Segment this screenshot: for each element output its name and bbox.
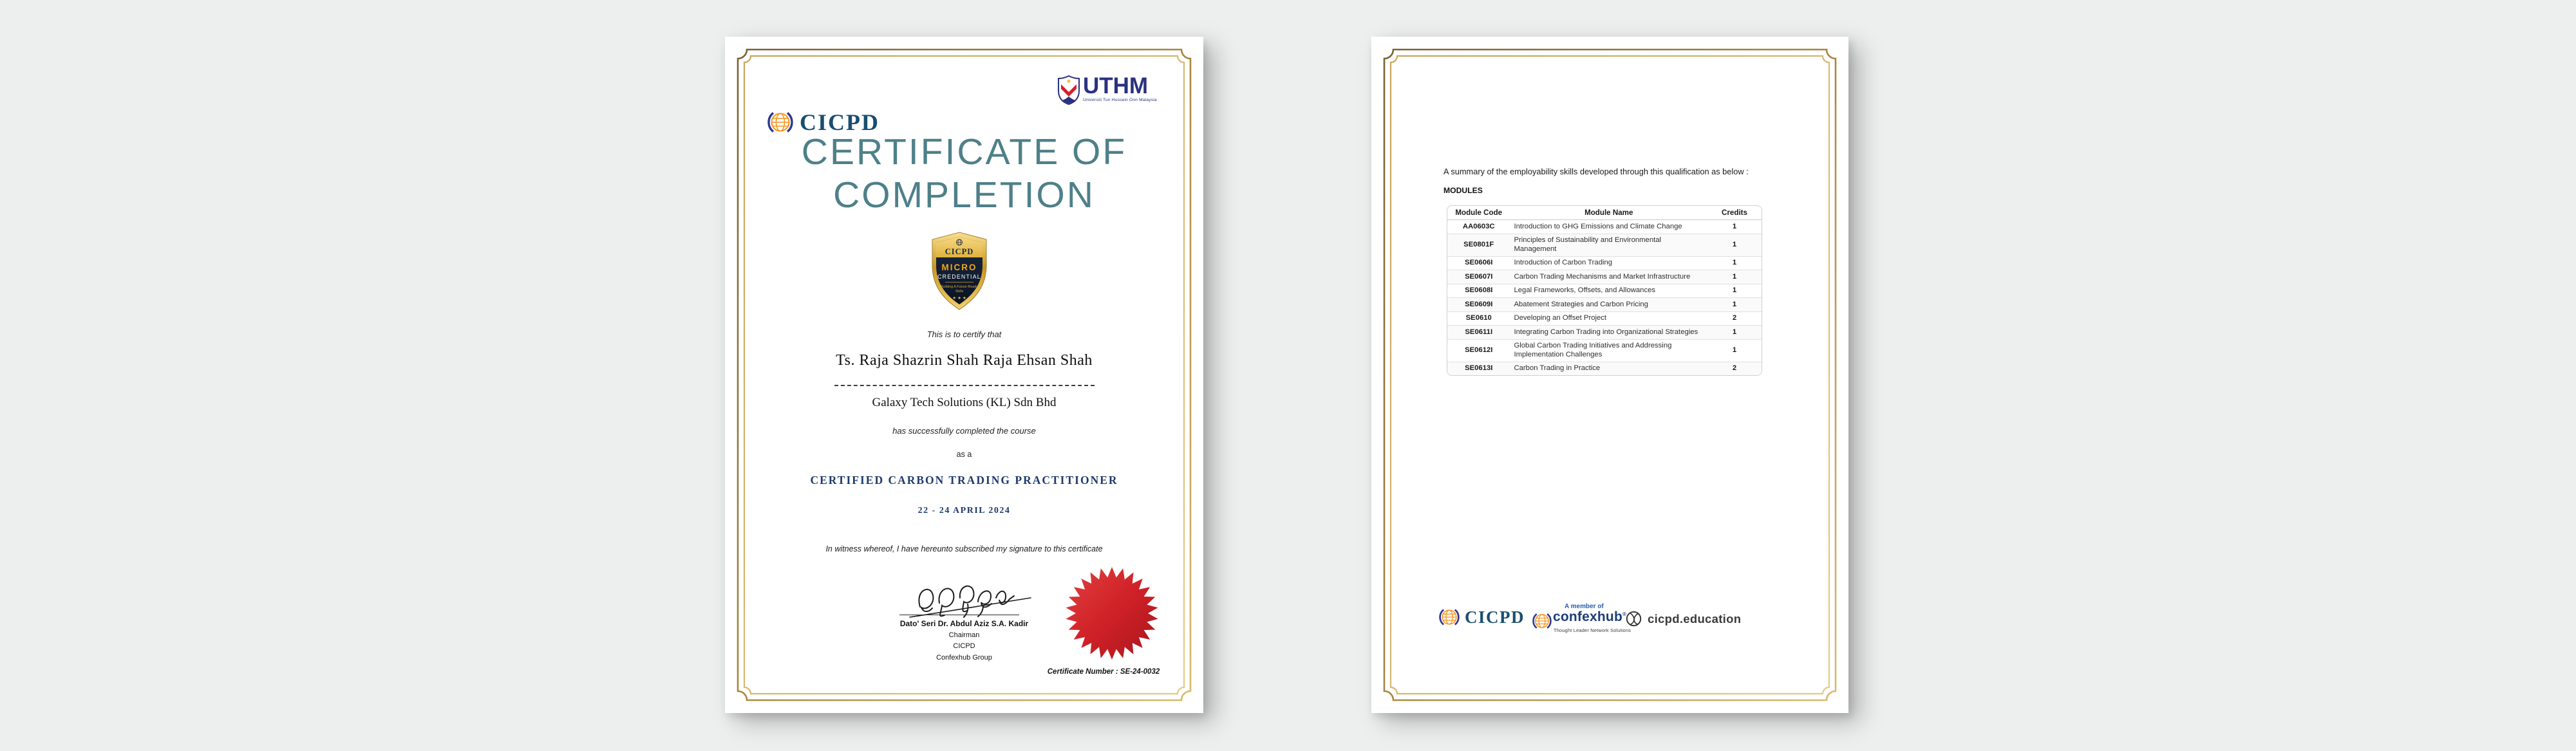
witness-statement: In witness whereof, I have hereunto subscribed my signature to this certificate: [825, 544, 1103, 553]
module-column-header: Module Name: [1510, 206, 1707, 220]
confexhub-text: confexhub: [1553, 609, 1622, 624]
signatory-org: CICPD: [953, 642, 975, 650]
cicpd-wordmark: CICPD: [800, 109, 879, 135]
module-credits-cell: 2: [1707, 311, 1762, 326]
module-row: [1447, 220, 1762, 234]
module-credits-cell: 1: [1707, 256, 1762, 270]
module-credits-cell: 1: [1707, 326, 1762, 340]
signature-scribble: [906, 576, 1035, 620]
uthm-logo: [1058, 75, 1157, 105]
module-column-header: Module Code: [1447, 206, 1510, 220]
certificate-page: [725, 37, 1203, 713]
module-row: [1447, 362, 1762, 375]
recipient-company: Galaxy Tech Solutions (KL) Sdn Bhd: [872, 396, 1057, 409]
course-date: 22 - 24 APRIL 2024: [917, 506, 1011, 515]
cicpd-wordmark: CICPD: [1465, 607, 1525, 627]
module-credits-cell: 1: [1707, 284, 1762, 298]
module-code-cell: SE0610: [1447, 311, 1510, 326]
recipient-name: Ts. Raja Shazrin Shah Raja Ehsan Shah: [836, 352, 1093, 369]
module-code-cell: SE0611I: [1447, 326, 1510, 340]
module-row: [1447, 234, 1762, 256]
as-a-label: as a: [956, 450, 972, 459]
footer-cicpd-education: [1625, 610, 1741, 627]
module-credits-cell: 1: [1707, 339, 1762, 362]
module-credits-cell: 1: [1707, 270, 1762, 284]
uthm-subtitle: Universiti Tun Hussein Onn Malaysia: [1083, 98, 1157, 102]
module-code-cell: SE0607I: [1447, 270, 1510, 284]
module-code-cell: SE0609I: [1447, 298, 1510, 312]
module-credits-cell: 1: [1707, 220, 1762, 234]
module-name-cell: Developing an Offset Project: [1510, 311, 1707, 326]
micro-credential-badge: [928, 232, 990, 310]
badge-org-label: CICPD: [945, 247, 974, 256]
module-code-cell: SE0613I: [1447, 362, 1510, 375]
modules-table: [1447, 205, 1762, 376]
module-column-header: Credits: [1707, 206, 1762, 220]
certificate-title-line1: CERTIFICATE OF: [801, 131, 1127, 172]
module-name-cell: Introduction of Carbon Trading: [1510, 256, 1707, 270]
modules-table-body: [1447, 220, 1762, 376]
module-row: [1447, 284, 1762, 298]
module-code-cell: SE0608I: [1447, 284, 1510, 298]
cicpd-education-label: cicpd.education: [1648, 611, 1742, 626]
badge-tagline-line2: Skills: [955, 290, 964, 293]
seal-star-shape: [1066, 567, 1158, 660]
badge-micro-label: MICRO: [941, 263, 977, 272]
confexhub-subtitle: Thought Leader Network Solutions: [1554, 627, 1631, 633]
badge-tagline-line1: Building A Future-Ready: [940, 285, 979, 289]
uthm-wordmark-block: [1083, 75, 1157, 102]
certificate-title-line2: COMPLETION: [833, 174, 1095, 216]
uthm-wordmark: UTHM: [1083, 73, 1149, 98]
cicpd-globe-icon: [1439, 607, 1460, 627]
signatory-role: Chairman: [948, 631, 980, 639]
completed-label: has successfully completed the course: [892, 426, 1036, 436]
name-underline: [834, 385, 1095, 386]
module-credits-cell: 1: [1707, 234, 1762, 256]
education-globe-icon: [1625, 610, 1642, 627]
registered-mark: ®: [1622, 611, 1627, 617]
module-name-cell: Abatement Strategies and Carbon Pricing: [1510, 298, 1707, 312]
confexhub-globe-icon: [1532, 611, 1552, 631]
modules-page: [1371, 37, 1848, 713]
module-credits-cell: 2: [1707, 362, 1762, 375]
module-name-cell: Integrating Carbon Trading into Organizational Strategies: [1510, 326, 1707, 340]
module-name-cell: Introduction to GHG Emissions and Climate Change: [1510, 220, 1707, 234]
module-credits-cell: 1: [1707, 298, 1762, 312]
red-seal-icon: [1065, 566, 1159, 660]
module-row: [1447, 256, 1762, 270]
certificate-number: Certificate Number : SE-24-0032: [1047, 668, 1160, 676]
module-name-cell: Legal Frameworks, Offsets, and Allowances: [1510, 284, 1707, 298]
badge-credential-label: CREDENTIAL: [937, 274, 981, 280]
modules-table-header-row: [1447, 206, 1762, 220]
module-code-cell: SE0606I: [1447, 256, 1510, 270]
module-code-cell: AA0603C: [1447, 220, 1510, 234]
module-name-cell: Carbon Trading Mechanisms and Market Infrastructure: [1510, 270, 1707, 284]
summary-text: A summary of the employability skills developed through this qualification as below :: [1443, 167, 1749, 176]
uthm-crest-icon: [1058, 75, 1080, 105]
member-of-label: A member of: [1565, 603, 1604, 610]
module-row: [1447, 339, 1762, 362]
footer-cicpd-logo: [1439, 607, 1525, 627]
module-name-cell: Carbon Trading in Practice: [1510, 362, 1707, 375]
module-code-cell: SE0612I: [1447, 339, 1510, 362]
module-name-cell: Principles of Sustainability and Environmental Management: [1510, 234, 1707, 256]
course-title: CERTIFIED CARBON TRADING PRACTITIONER: [810, 474, 1118, 487]
certificate-title: [725, 131, 1203, 217]
badge-stars: ★ ★ ★ ★ ★: [947, 295, 972, 301]
module-row: [1447, 326, 1762, 340]
confexhub-wordmark: [1553, 609, 1626, 625]
module-code-cell: SE0801F: [1447, 234, 1510, 256]
module-row: [1447, 270, 1762, 284]
module-row: [1447, 298, 1762, 312]
certify-label: This is to certify that: [926, 329, 1002, 339]
signatory-name: Dato' Seri Dr. Abdul Aziz S.A. Kadir: [899, 619, 1029, 628]
signatory-group: Confexhub Group: [936, 653, 992, 662]
modules-heading: MODULES: [1443, 186, 1483, 195]
module-row: [1447, 311, 1762, 326]
module-name-cell: Global Carbon Trading Initiatives and Addressing Implementation Challenges: [1510, 339, 1707, 362]
